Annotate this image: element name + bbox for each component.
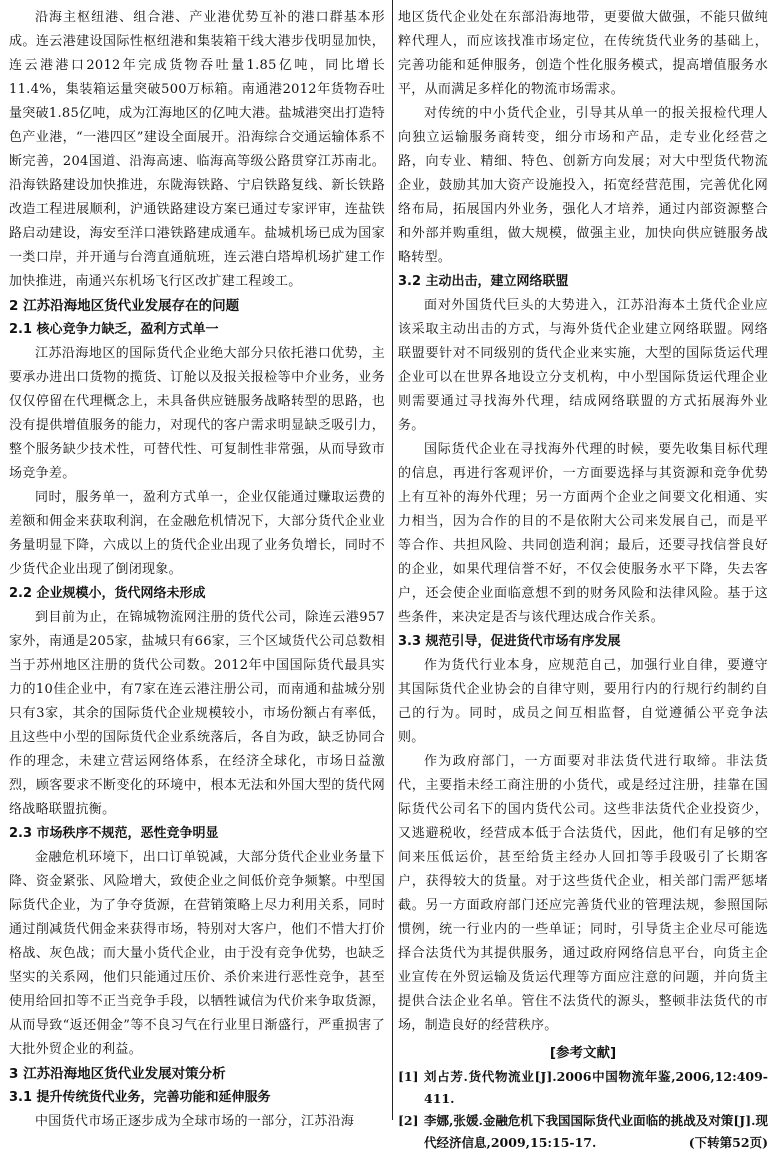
subsection-heading-2-2: 2.2 企业规模小，货代网络未形成 <box>9 586 206 601</box>
paragraph-ports-overview: 沿海主枢纽港、组合港、产业港优势互补的港口群基本形成。连云港建设国际性枢纽港和集装箱干线大港步伐明显加快，连云港港口2012年完成货物吞吐量1.85亿吨，同比增长11.4%，集装箱运量突破500万标箱。南通港2012年货物吞吐量突破1.85亿吨，成为江海地区的亿吨大港。盐城港突出打造特色产业港，“一港四区”建设全面展开。沿海综合交通运输体系不断完善，204国道、沿海高速、临海高等级公路贯穿江苏南北。沿海铁路建设加快推进，东陇海铁路、宁启铁路复线、新长铁路改造工程进展顺利，沪通铁路建设方案已通过专家评审，连盐铁路启动建设，海安至洋口港铁路建成通车。盐城机场已成为国家一类口岸，并开通与台湾直通航班，连云港白塔埠机场扩建工作加快推进，南通兴东机场飞行区改扩建工程竣工。 <box>9 10 385 289</box>
reference-text: 李娜,张媛.金融危机下我国国际货代业面临的挑战及对策[J].现代经济信息,2009,15:15-17. <box>424 1113 768 1150</box>
subsection-heading-3-1: 3.1 提升传统货代业务，完善功能和延伸服务 <box>9 1090 271 1105</box>
reference-text: 刘占芳.货代物流业[J].2006中国物流年鉴,2006,12:409-411. <box>424 1069 768 1106</box>
paragraph-3-2-a: 面对外国货代巨头的大势进入，江苏沿海本土货代企业应该采取主动出击的方式，与海外货代企业建立网络联盟。网络联盟要针对不同级别的货代企业来实施，大型的国际货运代理企业可以在世界各地设立分支机构，中小型国际货运代理企业则需要通过寻找海外代理，结成网络联盟的方式拓展海外业务。 <box>398 298 768 433</box>
paragraph-2-1-b: 同时，服务单一，盈利方式单一，企业仅能通过赚取运费的差额和佣金来获取利润，在金融危机情况下，大部分货代企业业务量明显下降，六成以上的货代企业出现了业务负增长，同时不少货代企业出现了倒闭现象。 <box>9 490 385 577</box>
paragraph-3-1-start: 中国货代市场正逐步成为全球市场的一部分，江苏沿海 <box>35 1114 355 1129</box>
subsection-heading-3-3: 3.3 规范引导，促进货代市场有序发展 <box>398 634 621 649</box>
paragraph-3-2-b: 国际货代企业在寻找海外代理的时候，要先收集目标代理的信息，再进行客观评价，一方面要选择与其资源和竞争优势上有互补的海外代理；另一方面两个企业之间要文化相通、实力相当，因为合作的目的不是依附大公司来发展自己，而是平等合作、共担风险、共同创造利润；最后，还要寻找信誉良好的企业，如果代理信誉不好，不仅会使服务水平下降，失去客户，还会使企业面临意想不到的财务风险和法律风险。基于这些条件，来决定是否与该代理达成合作关系。 <box>398 442 768 625</box>
reference-item <box>398 1066 768 1110</box>
continued-note: (下转第52页) <box>688 1135 768 1150</box>
paragraph-2-3: 金融危机环境下，出口订单锐减，大部分货代企业业务量下降、资金紧张、风险增大，致使企业之间低价竞争频繁。中型国际货代企业，为了争夺货源，在营销策略上尽力利用关系，同时通过削减货代佣金来获得市场，特别对大客户，他们不惜大打价格战、灰色战；而大量小货代企业，由于没有竞争优势，也缺乏坚实的关系网，他们只能通过压价、杀价来进行恶性竞争，甚至使用给回扣等不正当竞争手段，以牺牲诚信为代价来争取货源，从而导致“返还佣金”等不良习气在行业里日渐盛行，严重损害了大批外贸企业的利益。 <box>9 850 385 1057</box>
column-divider <box>392 0 393 1120</box>
references-heading: [参考文献] <box>549 1045 617 1061</box>
reference-number: [1] <box>398 1069 419 1084</box>
reference-item <box>398 1110 768 1154</box>
subsection-heading-3-2: 3.2 主动出击，建立网络联盟 <box>398 274 569 289</box>
subsection-heading-2-3: 2.3 市场秩序不规范，恶性竞争明显 <box>9 826 219 841</box>
right-column <box>398 6 768 1154</box>
paragraph-3-3-a: 作为货代行业本身，应规范自己，加强行业自律，要遵守其国际货代企业协会的自律守则，要用行内的行规行约制约自己的行为。同时，成员之间互相监督，自觉遵循公平竞争法则。 <box>398 658 768 745</box>
paragraph-3-3-b: 作为政府部门，一方面要对非法货代进行取缔。非法货代，主要指未经工商注册的小货代，或是经过注册，挂靠在国际货代公司名下的国内货代公司。这些非法货代企业投资少，又逃避税收，经营成本低于合法货代，因此，他们有足够的空间来压低运价，甚至给货主经办人回扣等手段吸引了长期客户，获得较大的货量。对于这些货代企业，相关部门需严惩堵截。另一方面政府部门还应完善货代业的管理法规，参照国际惯例，统一行业内的一些单证；同时，引导货主企业尽可能选择合法货代为其提供服务，通过政府网络信息平台，向货主企业宣传在外贸运输及货运代理等方面应注意的问题，并向货主提供合法企业名单。管住不法货代的源头，整顿非法货代的市场，制造良好的经营秩序。 <box>398 754 768 1033</box>
section-heading-problems: 2 江苏沿海地区货代业发展存在的问题 <box>9 298 240 314</box>
section-heading-measures: 3 江苏沿海地区货代业发展对策分析 <box>9 1066 226 1082</box>
paragraph-3-1-continued: 地区货代企业处在东部沿海地带，更要做大做强，不能只做纯粹代理人，而应该找准市场定位，在传统货代业务的基础上，完善功能和延伸服务，创造个性化服务模式，提高增值服务水平，从而满足多样化的物流市场需求。 <box>398 10 768 97</box>
paragraph-3-1-b: 对传统的中小货代企业，引导其从单一的报关报检代理人向独立运输服务商转变，细分市场和产品，走专业化经营之路，向专业、精细、特色、创新方向发展；对大中型货代物流企业，鼓励其加大资产设施投入，拓宽经营范围，完善优化网络布局，拓展国内外业务，强化人才培养，通过内部资源整合和外部并购重组，做大规模，做强主业，加快向供应链服务战略转型。 <box>398 106 768 265</box>
paragraph-2-1-a: 江苏沿海地区的国际货代企业绝大部分只依托港口优势，主要承办进出口货物的揽货、订舱以及报关报检等中介业务，业务仅仅停留在代理概念上，未具备供应链服务战略转型的思路，也没有提供增值服务的能力，对现代的客户需求明显缺乏吸引力，整个服务缺少技术性，可替代性、可复制性非常强，从而导致市场竞争差。 <box>9 346 385 481</box>
left-column <box>9 6 385 1134</box>
paragraph-2-2: 到目前为止，在锦城物流网注册的货代公司，除连云港957家外，南通是205家，盐城只有66家，三个区域货代公司总数相当于苏州地区注册的货代公司数。2012年中国国际货代最具实力的10佳企业中，有7家在连云港注册公司，而南通和盐城分别只有3家，其余的国际货代企业规模较小，市场份额占有率低，且这些中小型的国际货代企业系统落后，各自为政，缺乏协同合作的理念，未建立营运网络体系，在经济全球化，市场日益激烈，顾客要求不断变化的环境中，根本无法和外国大型的货代网络战略联盟抗衡。 <box>9 610 385 817</box>
reference-number: [2] <box>398 1113 419 1128</box>
subsection-heading-2-1: 2.1 核心竞争力缺乏，盈利方式单一 <box>9 322 219 337</box>
